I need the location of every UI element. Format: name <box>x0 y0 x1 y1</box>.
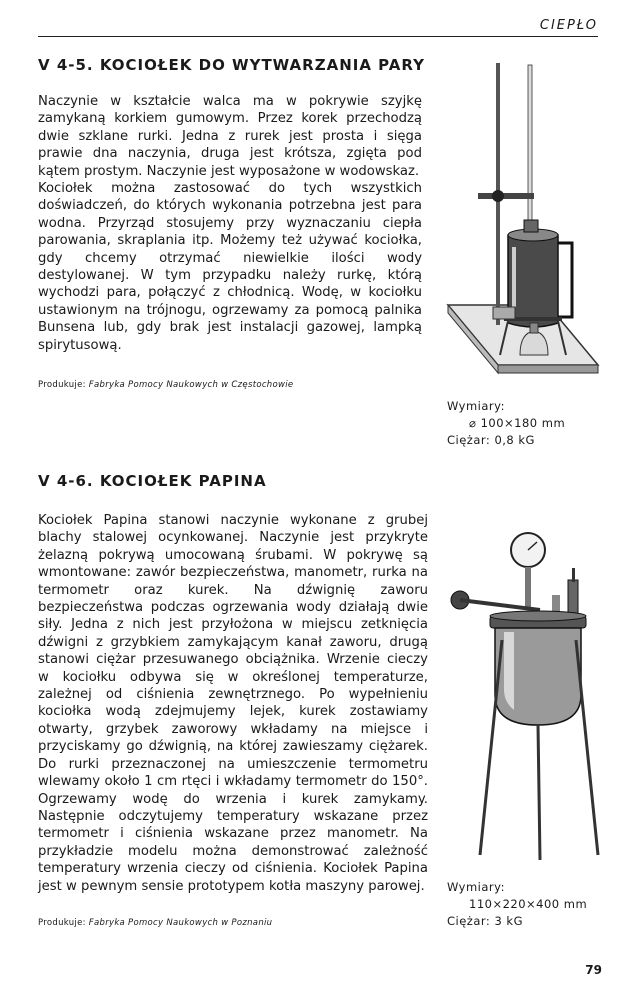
article-1-body <box>38 93 422 354</box>
article-2-title: V 4-6. KOCIOŁEK PAPINA <box>38 472 267 490</box>
dimensions-value: 110×220×400 mm <box>469 897 588 911</box>
article-1-title: V 4-5. KOCIOŁEK DO WYTWARZANIA PARY <box>38 56 425 74</box>
papin-digester-illustration <box>440 520 610 870</box>
dimensions-label: Wymiary: <box>447 399 505 413</box>
producer-name: Fabryka Pomocy Naukowych w Poznaniu <box>88 918 273 928</box>
header-rule <box>38 36 598 37</box>
producer-name: Fabryka Pomocy Naukowych w Częstochowie <box>88 380 294 390</box>
article-2-body <box>38 512 428 895</box>
steam-boiler-illustration <box>438 55 608 385</box>
article-1-producer <box>38 380 293 390</box>
article-2-producer <box>38 918 272 928</box>
dimensions-label: Wymiary: <box>447 880 505 894</box>
producer-label: Produkuje: <box>38 380 86 390</box>
article-2-specs <box>447 879 587 930</box>
article-1-paragraph: Kociołek można zastosować do tych wszystkich doświadczeń, do których wykonania potrzebna jest para wodna. Przyrząd stosujemy przy wyznaczaniu ciepła parowania, skraplania itp. Możemy też używać kociołka, gdy chcemy otrzymać niewielkie ilości wody destylowanej. W tym przypadku należy rurkę, którą wychodzi para, połączyć z chłodnicą. Wodę, w kociołku ustawionym na trójnogu, ogrzewamy za pomocą palnika Bunsena lub, gdy brak jest instalacji gazowej, lampką spirytusową. <box>38 181 422 353</box>
weight-label: Ciężar: <box>447 433 491 447</box>
page-number: 79 <box>585 963 602 977</box>
section-label: CIEPŁO <box>539 18 598 33</box>
article-2-paragraph: Kociołek Papina stanowi naczynie wykonane z grubej blachy stalowej ocynkowanej. Naczynie jest przykryte żelazną pokrywą umocowaną śrubami. W pokrywę są wmontowane: zawór bezpieczeństwa, manometr, rurka na termometr oraz kurek. Na dźwignię zaworu bezpieczeństwa podczas ogrzewania wody działają dwie siły. Jedna z nich jest przyłożona w miejscu zetknięcia dźwigni z grzybkiem zamykającym kanał zaworu, drugą stanowi ciężar przesuwanego obciążnika. Wrzenie cieczy w kociołku odbywa się w określonej temperaturze, zależnej od ciśnienia zewnętrznego. Po wypełnieniu kociołka wodą zdejmujemy lejek, kurek zostawiamy otwarty, grzybek zaworowy wkładamy na miejsce i przyciskamy go dźwignią, na której zawieszamy ciężarek. Do rurki przeznaczonej na umieszczenie termometru wlewamy około 1 cm rtęci i wkładamy termometr do 150°. Ogrzewamy wodę do wrzenia i kurek zamykamy. Następnie odczytujemy temperatury wskazane przez termometr i ciśnienia wskazane przez manometr. Na przykładzie modelu można demonstrować zależność temperatury wrzenia cieczy od ciśnienia. Kociołek Papina jest w pewnym sensie prototypem kotła maszyny parowej. <box>38 513 428 894</box>
dimensions-value: ⌀ 100×180 mm <box>469 416 566 430</box>
weight-value: 0,8 kG <box>494 433 535 447</box>
article-1-paragraph: Naczynie w kształcie walca ma w pokrywie szyjkę zamykaną korkiem gumowym. Przez korek przechodzą dwie szklane rurki. Jedna z rurek jest prosta i sięga prawie dna naczynia, druga jest krótsza, zgięta pod kątem prostym. Naczynie jest wyposażone w wodowskaz. <box>38 94 422 179</box>
weight-label: Ciężar: <box>447 914 491 928</box>
article-1-specs <box>447 398 565 449</box>
producer-label: Produkuje: <box>38 918 86 928</box>
weight-value: 3 kG <box>494 914 523 928</box>
